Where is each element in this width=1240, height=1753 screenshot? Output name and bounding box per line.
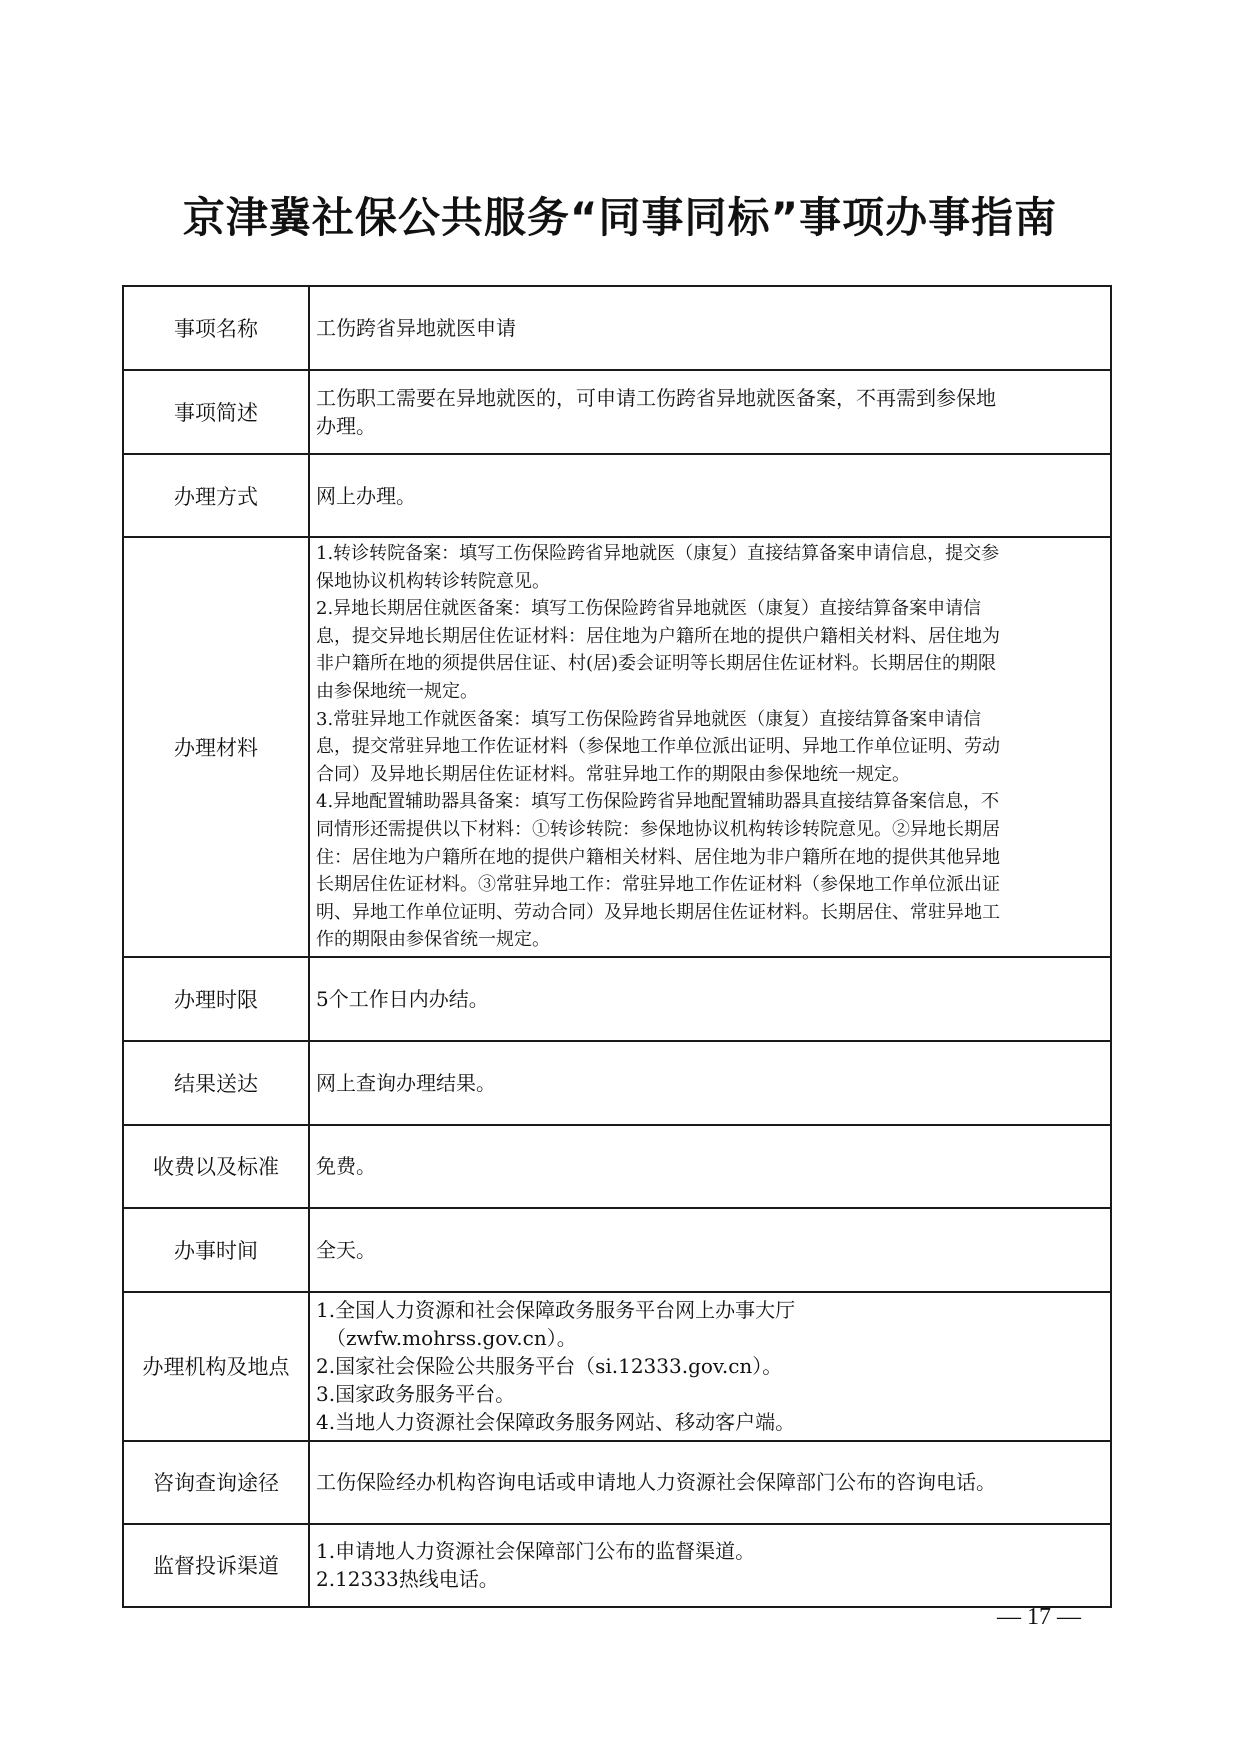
agency-line-5: 4.当地人力资源社会保障政务服务网站、移动客户端。 <box>316 1410 796 1435</box>
summary-line-1: 工伤职工需要在异地就医的，可申请工伤跨省异地就医备案，不再需到参保地 <box>316 386 996 410</box>
row-value-agency <box>309 1292 1111 1441</box>
materials-line: 2.异地长期居住就医备案：填写工伤保险跨省异地就医（康复）直接结算备案申请信 <box>316 598 982 620</box>
complaint-line-2: 2.12333热线电话。 <box>316 1567 499 1592</box>
row-label-method: 办理方式 <box>123 454 309 537</box>
service-guide-table <box>122 285 1112 1608</box>
row-value-time-limit: 5个工作日内办结。 <box>309 957 1111 1041</box>
materials-line: 合同）及异地长期居住佐证材料。常驻异地工作的期限由参保地统一规定。 <box>316 763 910 785</box>
materials-line: 作的期限由参保省统一规定。 <box>316 929 550 951</box>
table-row-hours <box>123 1208 1111 1292</box>
agency-line-4: 3.国家政务服务平台。 <box>316 1382 516 1407</box>
row-value-delivery: 网上查询办理结果。 <box>309 1041 1111 1125</box>
agency-line-1: 1.全国人力资源和社会保障政务服务平台网上办事大厅 <box>316 1298 796 1323</box>
row-value-hours: 全天。 <box>309 1208 1111 1292</box>
table-row-agency <box>123 1292 1111 1441</box>
row-value-item-summary <box>309 370 1111 454</box>
row-label-materials: 办理材料 <box>123 537 309 957</box>
row-value-consult: 工伤保险经办机构咨询电话或申请地人力资源社会保障部门公布的咨询电话。 <box>309 1441 1111 1524</box>
row-label-item-name: 事项名称 <box>123 286 309 370</box>
row-label-delivery: 结果送达 <box>123 1041 309 1125</box>
materials-line: 同情形还需提供以下材料：①转诊转院：参保地协议机构转诊转院意见。②异地长期居 <box>316 818 1000 840</box>
row-label-time-limit: 办理时限 <box>123 957 309 1041</box>
summary-line-2: 办理。 <box>316 414 376 438</box>
table-row-complaint <box>123 1524 1111 1607</box>
agency-line-2: （zwfw.mohrss.gov.cn）。 <box>326 1326 577 1351</box>
materials-line: 明、异地工作单位证明、劳动合同）及异地长期居住佐证材料。长期居住、常驻异地工 <box>316 901 1000 923</box>
row-value-complaint <box>309 1524 1111 1607</box>
materials-line: 1.转诊转院备案：填写工伤保险跨省异地就医（康复）直接结算备案申请信息，提交参 <box>316 543 1000 564</box>
row-value-method: 网上办理。 <box>309 454 1111 537</box>
agency-line-3: 2.国家社会保险公共服务平台（si.12333.gov.cn）。 <box>316 1354 783 1379</box>
row-value-item-name: 工伤跨省异地就医申请 <box>309 286 1111 370</box>
materials-line: 4.异地配置辅助器具备案：填写工伤保险跨省异地配置辅助器具直接结算备案信息，不 <box>316 791 1000 813</box>
page-number: — 17 — <box>997 1604 1081 1630</box>
table-row-method <box>123 454 1111 537</box>
table-row-time-limit <box>123 957 1111 1041</box>
materials-line: 非户籍所在地的须提供居住证、村(居)委会证明等长期居住佐证材料。长期居住的期限 <box>316 653 997 675</box>
row-label-consult: 咨询查询途径 <box>123 1441 309 1524</box>
row-label-hours: 办事时间 <box>123 1208 309 1292</box>
table-row-delivery <box>123 1041 1111 1125</box>
materials-line: 息，提交异地长期居住佐证材料：居住地为户籍所在地的提供户籍相关材料、居住地为 <box>316 625 1000 647</box>
row-label-complaint: 监督投诉渠道 <box>123 1524 309 1607</box>
table-row-item-name <box>123 286 1111 370</box>
document-title: 京津冀社保公共服务“同事同标”事项办事指南 <box>182 193 1058 242</box>
materials-line: 住：居住地为户籍所在地的提供户籍相关材料、居住地为非户籍所在地的提供其他异地 <box>316 846 1000 868</box>
table-row-fee <box>123 1125 1111 1208</box>
row-label-agency: 办理机构及地点 <box>123 1292 309 1441</box>
materials-line: 保地协议机构转诊转院意见。 <box>316 570 550 592</box>
row-value-fee: 免费。 <box>309 1125 1111 1208</box>
materials-line: 3.常驻异地工作就医备案：填写工伤保险跨省异地就医（康复）直接结算备案申请信 <box>316 708 982 730</box>
table-row-consult <box>123 1441 1111 1524</box>
row-value-materials <box>309 537 1111 957</box>
complaint-line-1: 1.申请地人力资源社会保障部门公布的监督渠道。 <box>316 1539 756 1564</box>
materials-line: 息，提交常驻异地工作佐证材料（参保地工作单位派出证明、异地工作单位证明、劳动 <box>316 736 1000 758</box>
materials-line: 由参保地统一规定。 <box>316 680 478 702</box>
table-row-item-summary <box>123 370 1111 454</box>
table-row-materials <box>123 537 1111 957</box>
row-label-item-summary: 事项简述 <box>123 370 309 454</box>
row-label-fee: 收费以及标准 <box>123 1125 309 1208</box>
materials-line: 长期居住佐证材料。③常驻异地工作：常驻异地工作佐证材料（参保地工作单位派出证 <box>316 874 1000 896</box>
